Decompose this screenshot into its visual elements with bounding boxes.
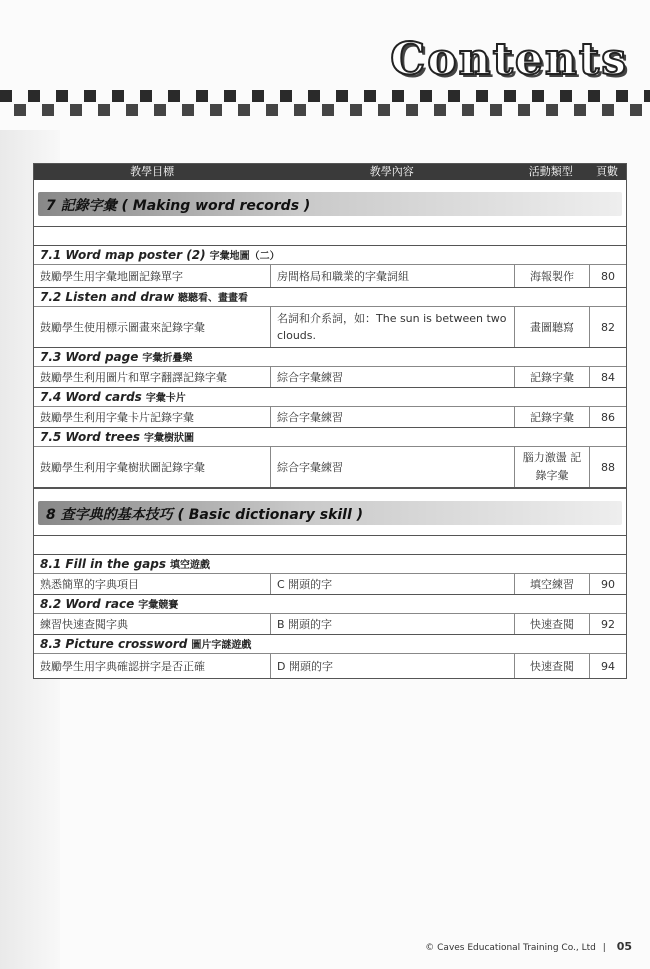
page-cell[interactable]: 86 bbox=[601, 410, 615, 424]
section-8-1-title[interactable]: 8.1 Fill in the gaps 填空遊戲 bbox=[34, 555, 626, 574]
goal-cell: 熟悉簡單的字典項目 bbox=[34, 574, 271, 594]
unit-gap bbox=[34, 536, 626, 555]
content-cell: C 開頭的字 bbox=[271, 574, 515, 594]
copyright-text: © Caves Educational Training Co., Ltd bbox=[425, 943, 596, 953]
section-8-2-title[interactable]: 8.2 Word race 字彙競賽 bbox=[34, 595, 626, 614]
section-8-3-title[interactable]: 8.3 Picture crossword 圖片字謎遊戲 bbox=[34, 635, 626, 654]
activity-cell: 記錄字彙 bbox=[515, 367, 590, 387]
table-row bbox=[34, 307, 626, 348]
content-cell: 名詞和介系詞，如：The sun is between two clouds. bbox=[271, 307, 515, 347]
goal-cell: 鼓勵學生用字典確認拼字是否正確 bbox=[34, 654, 271, 678]
activity-cell: 快速查閱 bbox=[515, 654, 590, 678]
table-row bbox=[34, 447, 626, 488]
footer-separator: | bbox=[602, 943, 606, 953]
goal-cell: 鼓勵學生利用圖片和單字翻譯記錄字彙 bbox=[34, 367, 271, 387]
header-goal: 教學目標 bbox=[130, 165, 175, 178]
page-cell[interactable]: 92 bbox=[601, 617, 615, 631]
activity-cell: 腦力激盪 記錄字彙 bbox=[515, 447, 590, 487]
page-number: 05 bbox=[616, 940, 632, 953]
goal-cell: 練習快速查閱字典 bbox=[34, 614, 271, 634]
checker-border-decoration bbox=[0, 86, 650, 124]
table-row bbox=[34, 407, 626, 428]
section-7-1-title[interactable]: 7.1 Word map poster (2) 字彙地圖（二） bbox=[34, 246, 626, 265]
activity-cell: 海報製作 bbox=[515, 265, 590, 287]
page-title: Contents bbox=[390, 34, 628, 85]
content-cell: D 開頭的字 bbox=[271, 654, 515, 678]
content-cell: 綜合字彙練習 bbox=[271, 447, 515, 487]
goal-cell: 鼓勵學生利用字彙卡片記錄字彙 bbox=[34, 407, 271, 427]
activity-cell: 記錄字彙 bbox=[515, 407, 590, 427]
header-page: 頁數 bbox=[596, 165, 619, 178]
content-cell: B 開頭的字 bbox=[271, 614, 515, 634]
page-cell[interactable]: 82 bbox=[601, 320, 615, 334]
goal-cell: 鼓勵學生利用字彙樹狀圖記錄字彙 bbox=[34, 447, 271, 487]
unit-7-band bbox=[34, 180, 626, 227]
table-row bbox=[34, 574, 626, 595]
goal-cell: 鼓勵學生使用標示圖畫來記錄字彙 bbox=[34, 307, 271, 347]
table-header bbox=[34, 164, 626, 180]
header-content: 教學內容 bbox=[369, 165, 414, 178]
page-cell[interactable]: 88 bbox=[601, 460, 615, 474]
table-row bbox=[34, 654, 626, 678]
content-cell: 房間格局和職業的字彙詞組 bbox=[271, 265, 515, 287]
content-cell: 綜合字彙練習 bbox=[271, 367, 515, 387]
section-7-4-title[interactable]: 7.4 Word cards 字彙卡片 bbox=[34, 388, 626, 407]
page-cell[interactable]: 94 bbox=[601, 659, 615, 673]
section-7-2-title[interactable]: 7.2 Listen and draw 聽聽看、畫畫看 bbox=[34, 288, 626, 307]
table-row bbox=[34, 614, 626, 635]
section-7-3-title[interactable]: 7.3 Word page 字彙折疊樂 bbox=[34, 348, 626, 367]
unit-8-title: 8 查字典的基本技巧 ( Basic dictionary skill ) bbox=[46, 507, 364, 523]
unit-gap bbox=[34, 227, 626, 246]
activity-cell: 填空練習 bbox=[515, 574, 590, 594]
contents-table bbox=[33, 163, 627, 679]
page-cell[interactable]: 80 bbox=[601, 269, 615, 283]
page-footer bbox=[425, 940, 632, 953]
page-cell[interactable]: 84 bbox=[601, 370, 615, 384]
unit-8-band bbox=[34, 488, 626, 536]
unit-7-title: 7 記錄字彙 ( Making word records ) bbox=[46, 198, 311, 214]
content-cell: 綜合字彙練習 bbox=[271, 407, 515, 427]
header-activity-type: 活動類型 bbox=[528, 165, 573, 178]
goal-cell: 鼓勵學生用字彙地圖記錄單字 bbox=[34, 265, 271, 287]
page-cell[interactable]: 90 bbox=[601, 577, 615, 591]
table-row bbox=[34, 265, 626, 288]
activity-cell: 畫圖聽寫 bbox=[515, 307, 590, 347]
section-7-5-title[interactable]: 7.5 Word trees 字彙樹狀圖 bbox=[34, 428, 626, 447]
table-row bbox=[34, 367, 626, 388]
activity-cell: 快速查閱 bbox=[515, 614, 590, 634]
